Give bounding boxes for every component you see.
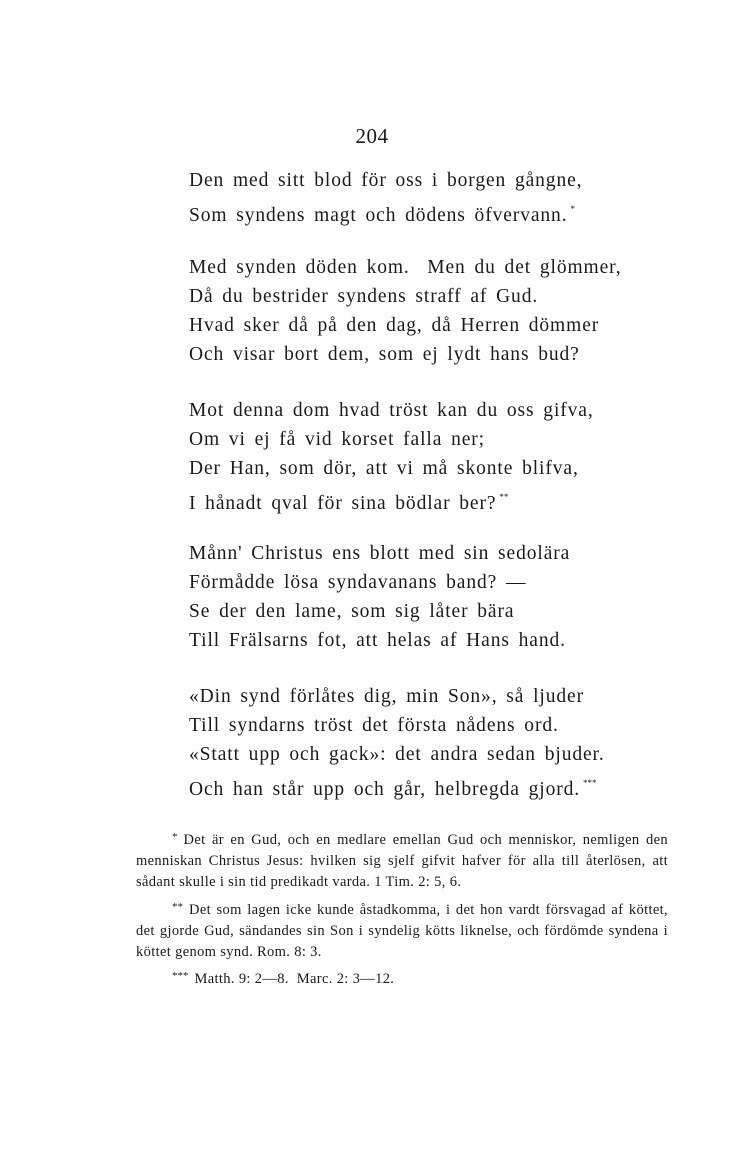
footnote-mark: *** <box>172 970 189 983</box>
poem-line: Mot denna dom hvad tröst kan du oss gifva, <box>189 400 594 421</box>
footnote-mark: * <box>570 204 575 214</box>
poem-line: Der Han, som dör, att vi må skonte blifva, <box>189 458 579 479</box>
page-number: 204 <box>355 124 389 148</box>
poem-line: Se der den lame, som sig låter bära <box>189 601 515 622</box>
poem-line: Till syndarns tröst det första nådens ord. <box>189 715 559 736</box>
footnote-1 <box>136 827 668 894</box>
poem-line: Förmådde lösa syndavanans band? — <box>189 572 527 593</box>
poem-line: Med synden döden kom. Men du det glömmer, <box>189 257 622 278</box>
footnote-text: Det är en Gud, och en medlare emellan Gud och menniskor, nemligen den menniskan Christus Jesus: hvilken sig sjelf gifvit hafver för alla till återlösen, att sådant skulle i sin tid predikadt varda. 1 Tim. 2: 5, 6. <box>136 832 668 891</box>
stanza-2 <box>189 253 649 369</box>
poem-line: Den med sitt blod för oss i borgen gångne, <box>189 170 583 191</box>
poem-line: Till Frälsarns fot, att helas af Hans hand. <box>189 630 566 651</box>
stanza-3 <box>189 396 649 512</box>
footnote-mark: *** <box>583 778 597 788</box>
footnote-mark: * <box>172 831 178 843</box>
stanza-4 <box>189 539 649 655</box>
footnote-text: Matth. 9: 2—8. Marc. 2: 3—12. <box>194 971 395 988</box>
poem-line: Månn' Christus ens blott med sin sedolära <box>189 543 571 564</box>
poem-line: Om vi ej få vid korset falla ner; <box>189 429 485 450</box>
stanza-5 <box>189 682 649 798</box>
footnote-mark: ** <box>172 900 183 913</box>
poem-line: «Din synd förlåtes dig, min Son», så ljuder <box>189 686 584 707</box>
poem-line: I hånadt qval för sina bödlar ber? ** <box>189 492 509 514</box>
footnote-mark: ** <box>499 492 509 502</box>
footnote-text: Det som lagen icke kunde åstadkomma, i det hon vardt försvagad af köttet, det gjorde Gud, sändandes sin Son i syndelig kötts liknelse, och fördömde syndena i köttet genom synd. Rom. 8: 3. <box>136 901 668 961</box>
footnotes <box>136 827 668 990</box>
poem-line: Hvad sker då på den dag, då Herren dömmer <box>189 315 600 336</box>
poem-line: «Statt upp och gack»: det andra sedan bjuder. <box>189 744 605 765</box>
footnote-2 <box>136 897 668 964</box>
poem-line: Och visar bort dem, som ej lydt hans bud? <box>189 344 580 365</box>
stanza-1 <box>189 166 649 224</box>
poem-line: Och han står upp och går, helbregda gjord. *** <box>189 778 597 800</box>
poem-line: Då du bestrider syndens straff af Gud. <box>189 286 539 307</box>
poem <box>189 166 649 798</box>
poem-line: Som syndens magt och dödens öfvervann. * <box>189 204 575 226</box>
footnote-3 <box>136 966 668 990</box>
